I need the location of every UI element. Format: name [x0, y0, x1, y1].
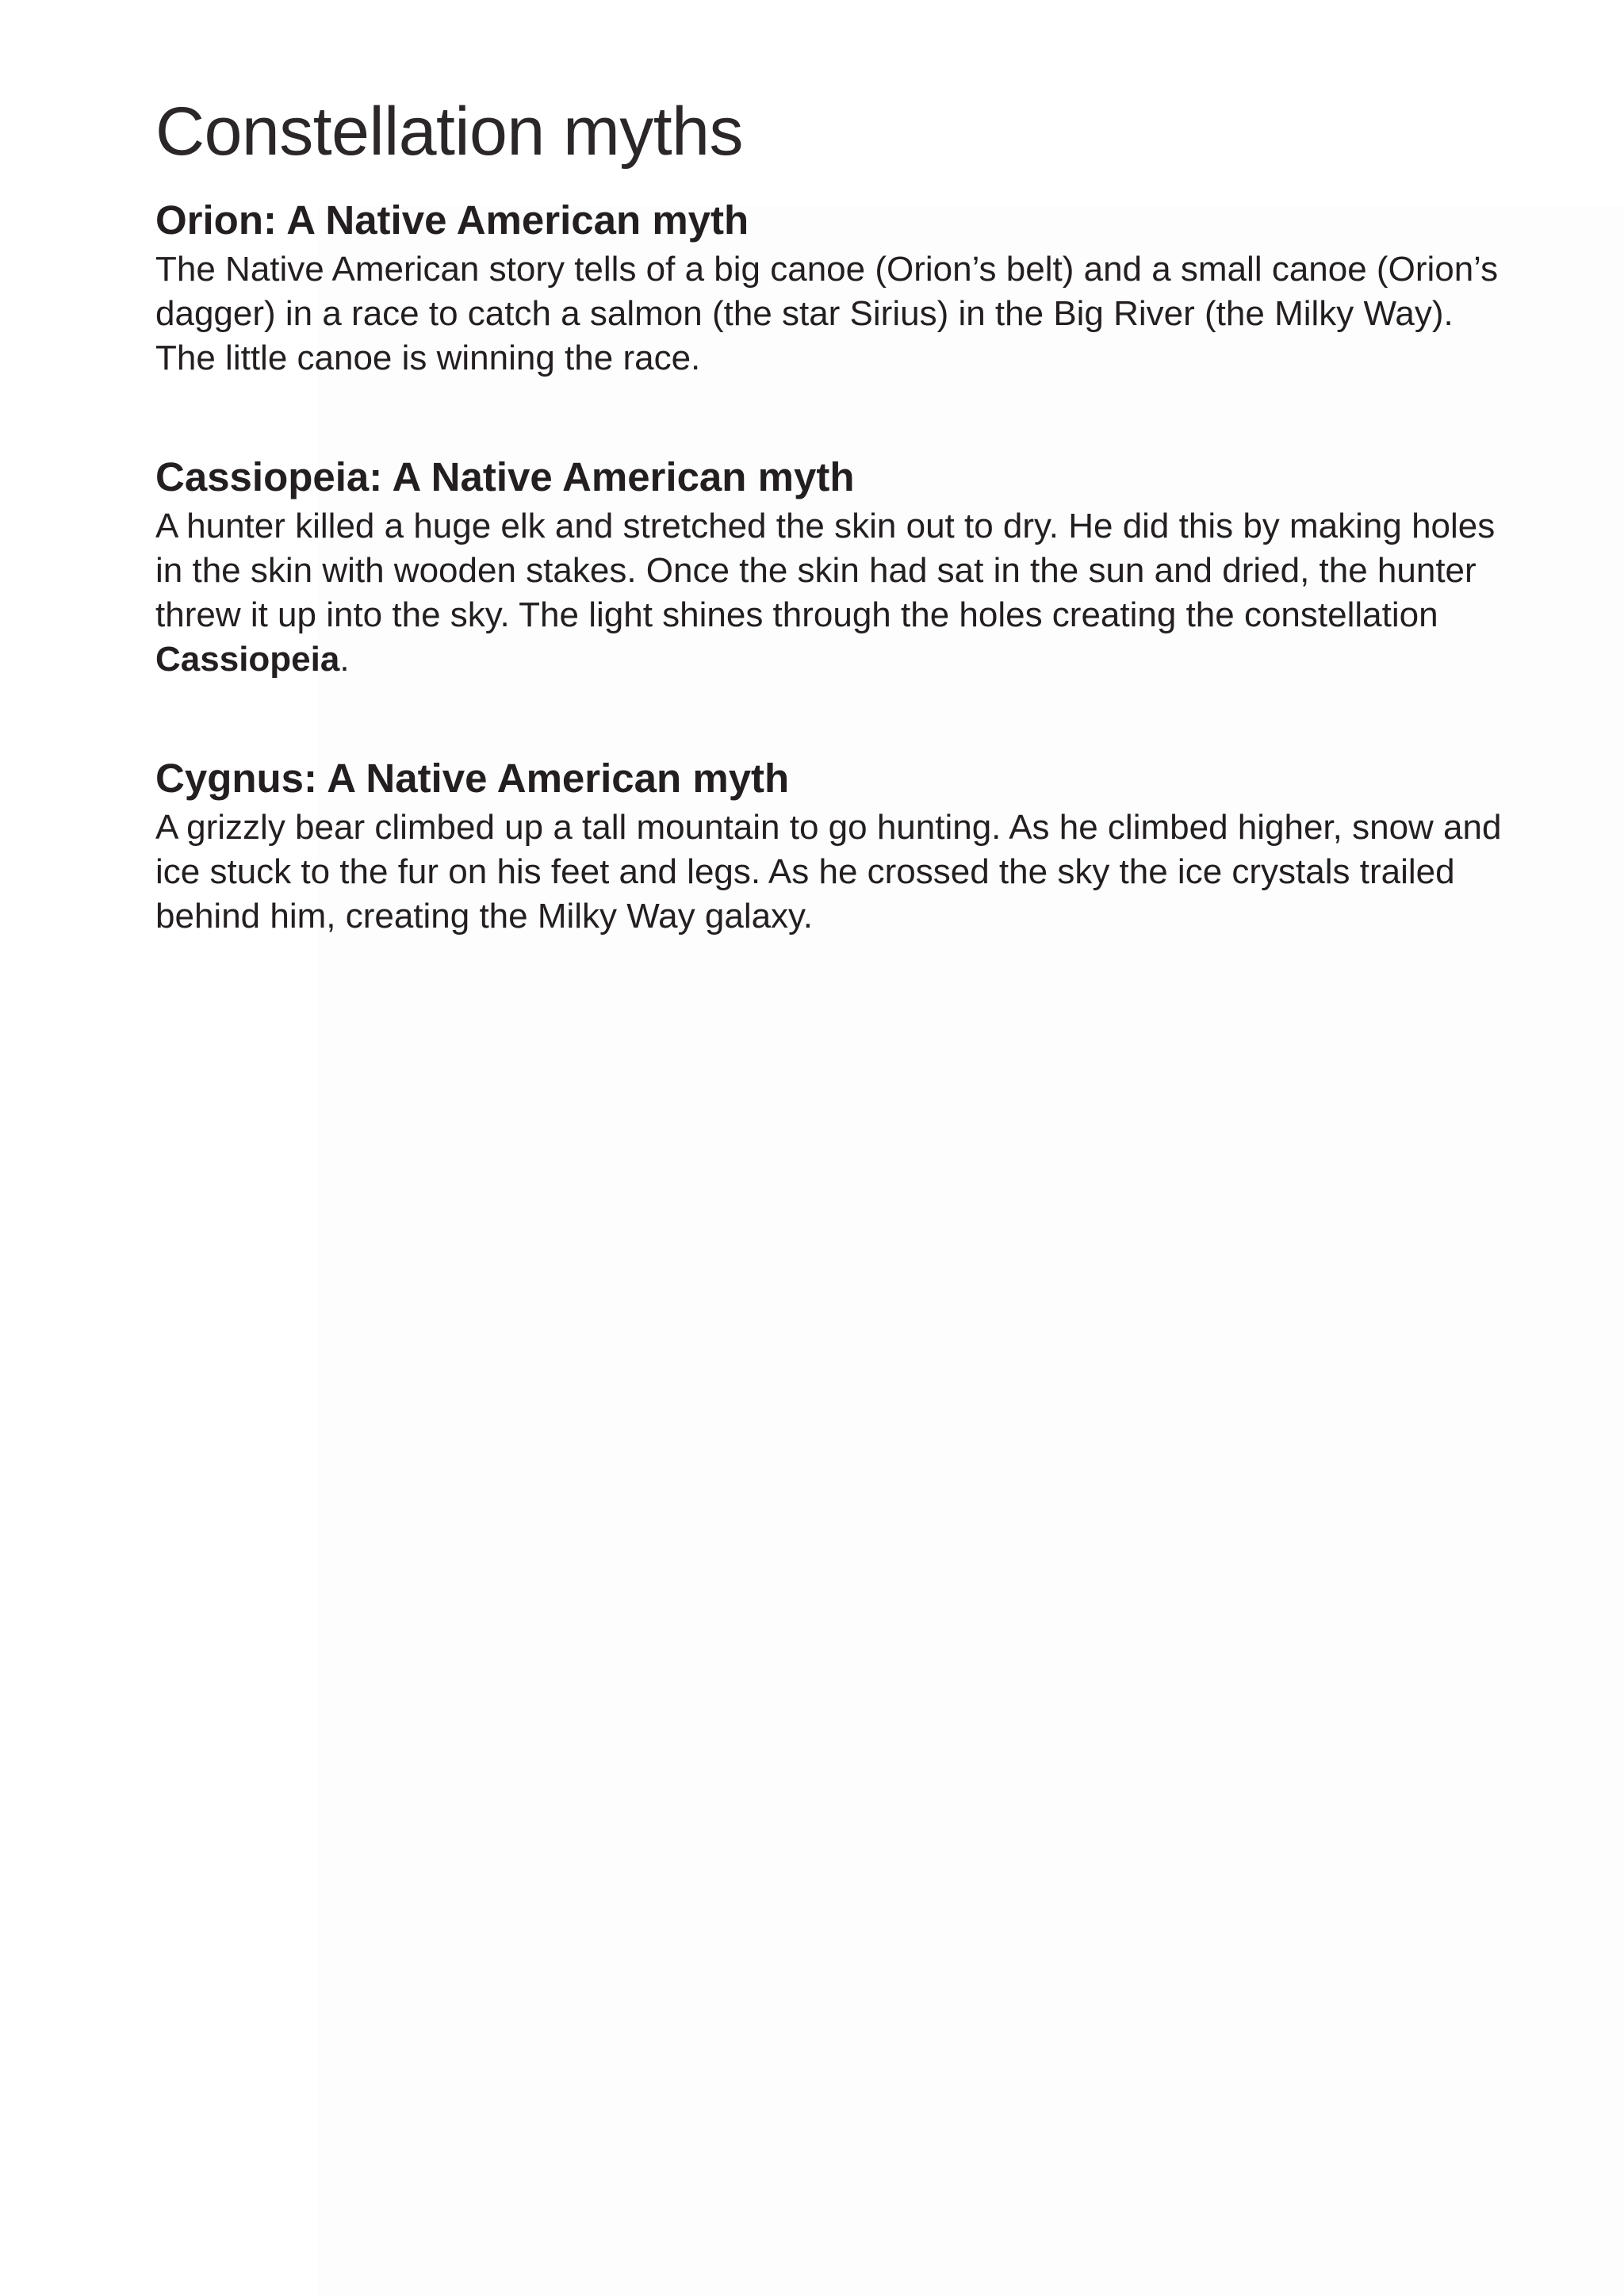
myth-section-cassiopeia: [155, 450, 1503, 682]
myth-text-cassiopeia-bold-term: Cassiopeia: [155, 640, 340, 679]
document-body: [155, 86, 1503, 939]
myth-section-cygnus: [155, 752, 1503, 939]
myth-heading-cygnus: Cygnus: A Native American myth: [155, 756, 790, 801]
page-title: Constellation myths: [155, 94, 743, 170]
myth-heading-cassiopeia: Cassiopeia: A Native American myth: [155, 454, 855, 499]
myth-text-cygnus: A grizzly bear climbed up a tall mountain to go hunting. As he climbed higher, snow and ice stuck to the fur on his feet and legs. As he crossed the sky the ice crystals trailed behind him, creating the Milky Way galaxy.: [155, 808, 1502, 936]
myth-text-cassiopeia-main: A hunter killed a huge elk and stretched the skin out to dry. He did this by making holes in the skin with wooden stakes. Once the skin had sat in the sun and dried, the hunter threw it up into the sky. The light shines through the holes creating the constellation: [155, 507, 1496, 634]
myth-text-orion: The Native American story tells of a big canoe (Orion’s belt) and a small canoe (Orion’s dagger) in a race to catch a salmon (the star Sirius) in the Big River (the Milky Way). The little canoe is winning the race.: [155, 250, 1499, 377]
myth-heading-orion: Orion: A Native American myth: [155, 197, 749, 243]
myth-text-cassiopeia: [155, 504, 1503, 682]
myth-section-orion: [155, 193, 1503, 381]
myth-text-cassiopeia-end: .: [339, 640, 350, 679]
